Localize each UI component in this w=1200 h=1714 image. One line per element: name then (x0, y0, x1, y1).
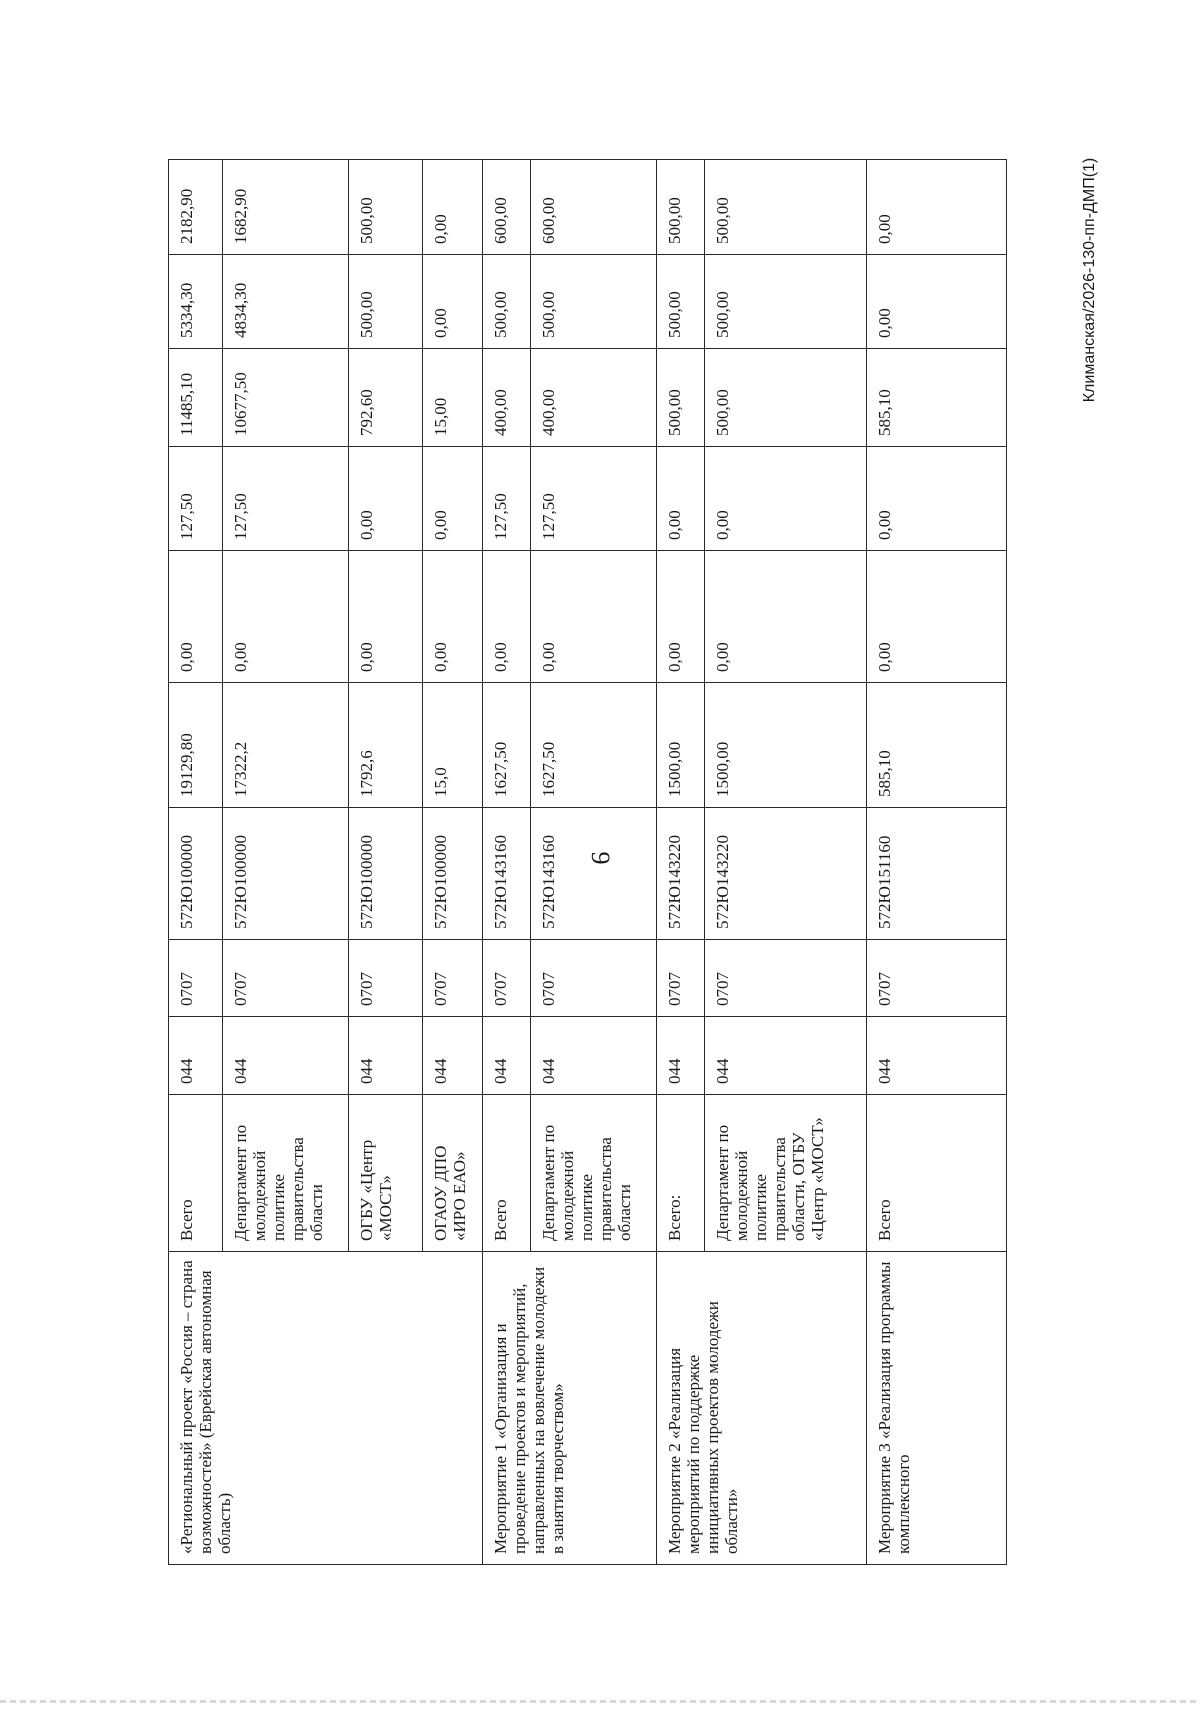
table-row (483, 160, 531, 1565)
value-cell: 127,50 (483, 447, 531, 551)
value-cell: 400,00 (531, 349, 657, 447)
value-cell: 1792,6 (349, 683, 423, 808)
value-cell: 5334,30 (169, 255, 223, 349)
value-cell: 10677,50 (223, 349, 349, 447)
value-cell: 500,00 (705, 160, 867, 255)
executor-cell: Всего (483, 1095, 531, 1252)
value-cell: 15,0 (423, 683, 483, 808)
executor-cell: ОГБУ «Центр «МОСТ» (349, 1095, 423, 1252)
grbs-cell: 044 (223, 1017, 349, 1095)
value-cell: 0,00 (705, 447, 867, 551)
value-cell: 0,00 (423, 447, 483, 551)
project-name-cell: Мероприятие 2 «Реализация мероприятий по поддержке инициативных проектов молодежи области» (657, 1252, 867, 1565)
grbs-cell: 044 (531, 1017, 657, 1095)
rzpr-cell: 0707 (423, 940, 483, 1017)
rzpr-cell: 0707 (705, 940, 867, 1017)
project-name-cell: Мероприятие 1 «Организация и проведение проектов и мероприятий, направленных на вовлечение молодежи в занятия творчеством» (483, 1252, 657, 1565)
table-row (867, 160, 1007, 1565)
value-cell: 0,00 (423, 551, 483, 683)
value-cell: 1500,00 (705, 683, 867, 808)
value-cell: 0,00 (423, 160, 483, 255)
executor-cell: Департамент по молодежной политике правительства области, ОГБУ «Центр «МОСТ» (705, 1095, 867, 1252)
value-cell: 0,00 (423, 255, 483, 349)
project-name-cell: «Региональный проект «Россия – страна возможностей» (Еврейская автономная область) (169, 1252, 483, 1565)
value-cell: 500,00 (349, 255, 423, 349)
rzpr-cell: 0707 (531, 940, 657, 1017)
value-cell: 0,00 (705, 551, 867, 683)
table-row (169, 160, 223, 1565)
grbs-cell: 044 (423, 1017, 483, 1095)
value-cell: 1627,50 (531, 683, 657, 808)
value-cell: 500,00 (531, 255, 657, 349)
value-cell: 792,60 (349, 349, 423, 447)
csr-cell: 572Ю100000 (423, 808, 483, 940)
grbs-cell: 044 (169, 1017, 223, 1095)
value-cell: 500,00 (483, 255, 531, 349)
rzpr-cell: 0707 (169, 940, 223, 1017)
executor-cell: Всего: (657, 1095, 705, 1252)
page-number: 9 (586, 851, 615, 865)
executor-cell: Всего (867, 1095, 1007, 1252)
csr-cell: 572Ю143160 (531, 808, 657, 940)
value-cell: 0,00 (531, 551, 657, 683)
grbs-cell: 044 (483, 1017, 531, 1095)
value-cell: 127,50 (169, 447, 223, 551)
value-cell: 1682,90 (223, 160, 349, 255)
rzpr-cell: 0707 (483, 940, 531, 1017)
value-cell: 4834,30 (223, 255, 349, 349)
value-cell: 0,00 (867, 255, 1007, 349)
scan-edge-artifact (0, 1700, 1200, 1703)
project-name-cell: Мероприятие 3 «Реализация программы комплексного (867, 1252, 1007, 1565)
value-cell: 19129,80 (169, 683, 223, 808)
value-cell: 0,00 (867, 160, 1007, 255)
rzpr-cell: 0707 (349, 940, 423, 1017)
csr-cell: 572Ю151160 (867, 808, 1007, 940)
grbs-cell: 044 (349, 1017, 423, 1095)
executor-cell: Департамент по молодежной политике правительства области (223, 1095, 349, 1252)
value-cell: 0,00 (223, 551, 349, 683)
grbs-cell: 044 (705, 1017, 867, 1095)
value-cell: 1627,50 (483, 683, 531, 808)
document-reference: Климанская/2026-130-пп-ДМП(1) (1081, 157, 1098, 403)
value-cell: 600,00 (483, 160, 531, 255)
value-cell: 2182,90 (169, 160, 223, 255)
rzpr-cell: 0707 (867, 940, 1007, 1017)
grbs-cell: 044 (657, 1017, 705, 1095)
value-cell: 0,00 (657, 551, 705, 683)
value-cell: 500,00 (657, 349, 705, 447)
value-cell: 585,10 (867, 683, 1007, 808)
table-row (657, 160, 705, 1565)
csr-cell: 572Ю100000 (349, 808, 423, 940)
csr-cell: 572Ю143220 (705, 808, 867, 940)
value-cell: 0,00 (483, 551, 531, 683)
value-cell: 0,00 (867, 551, 1007, 683)
value-cell: 127,50 (531, 447, 657, 551)
value-cell: 0,00 (867, 447, 1007, 551)
executor-cell: Департамент по молодежной политике правительства области (531, 1095, 657, 1252)
csr-cell: 572Ю100000 (223, 808, 349, 940)
value-cell: 0,00 (349, 551, 423, 683)
value-cell: 0,00 (657, 447, 705, 551)
value-cell: 500,00 (657, 255, 705, 349)
budget-table (168, 159, 1007, 1565)
rzpr-cell: 0707 (657, 940, 705, 1017)
value-cell: 0,00 (349, 447, 423, 551)
value-cell: 600,00 (531, 160, 657, 255)
value-cell: 585,10 (867, 349, 1007, 447)
value-cell: 127,50 (223, 447, 349, 551)
value-cell: 500,00 (705, 349, 867, 447)
grbs-cell: 044 (867, 1017, 1007, 1095)
value-cell: 500,00 (349, 160, 423, 255)
budget-table-wrapper (168, 160, 1006, 1565)
value-cell: 11485,10 (169, 349, 223, 447)
value-cell: 17322,2 (223, 683, 349, 808)
csr-cell: 572Ю143220 (657, 808, 705, 940)
executor-cell: ОГАОУ ДПО «ИРО ЕАО» (423, 1095, 483, 1252)
executor-cell: Всего (169, 1095, 223, 1252)
rzpr-cell: 0707 (223, 940, 349, 1017)
value-cell: 0,00 (169, 551, 223, 683)
value-cell: 400,00 (483, 349, 531, 447)
value-cell: 500,00 (705, 255, 867, 349)
csr-cell: 572Ю143160 (483, 808, 531, 940)
csr-cell: 572Ю100000 (169, 808, 223, 940)
value-cell: 15,00 (423, 349, 483, 447)
value-cell: 1500,00 (657, 683, 705, 808)
value-cell: 500,00 (657, 160, 705, 255)
